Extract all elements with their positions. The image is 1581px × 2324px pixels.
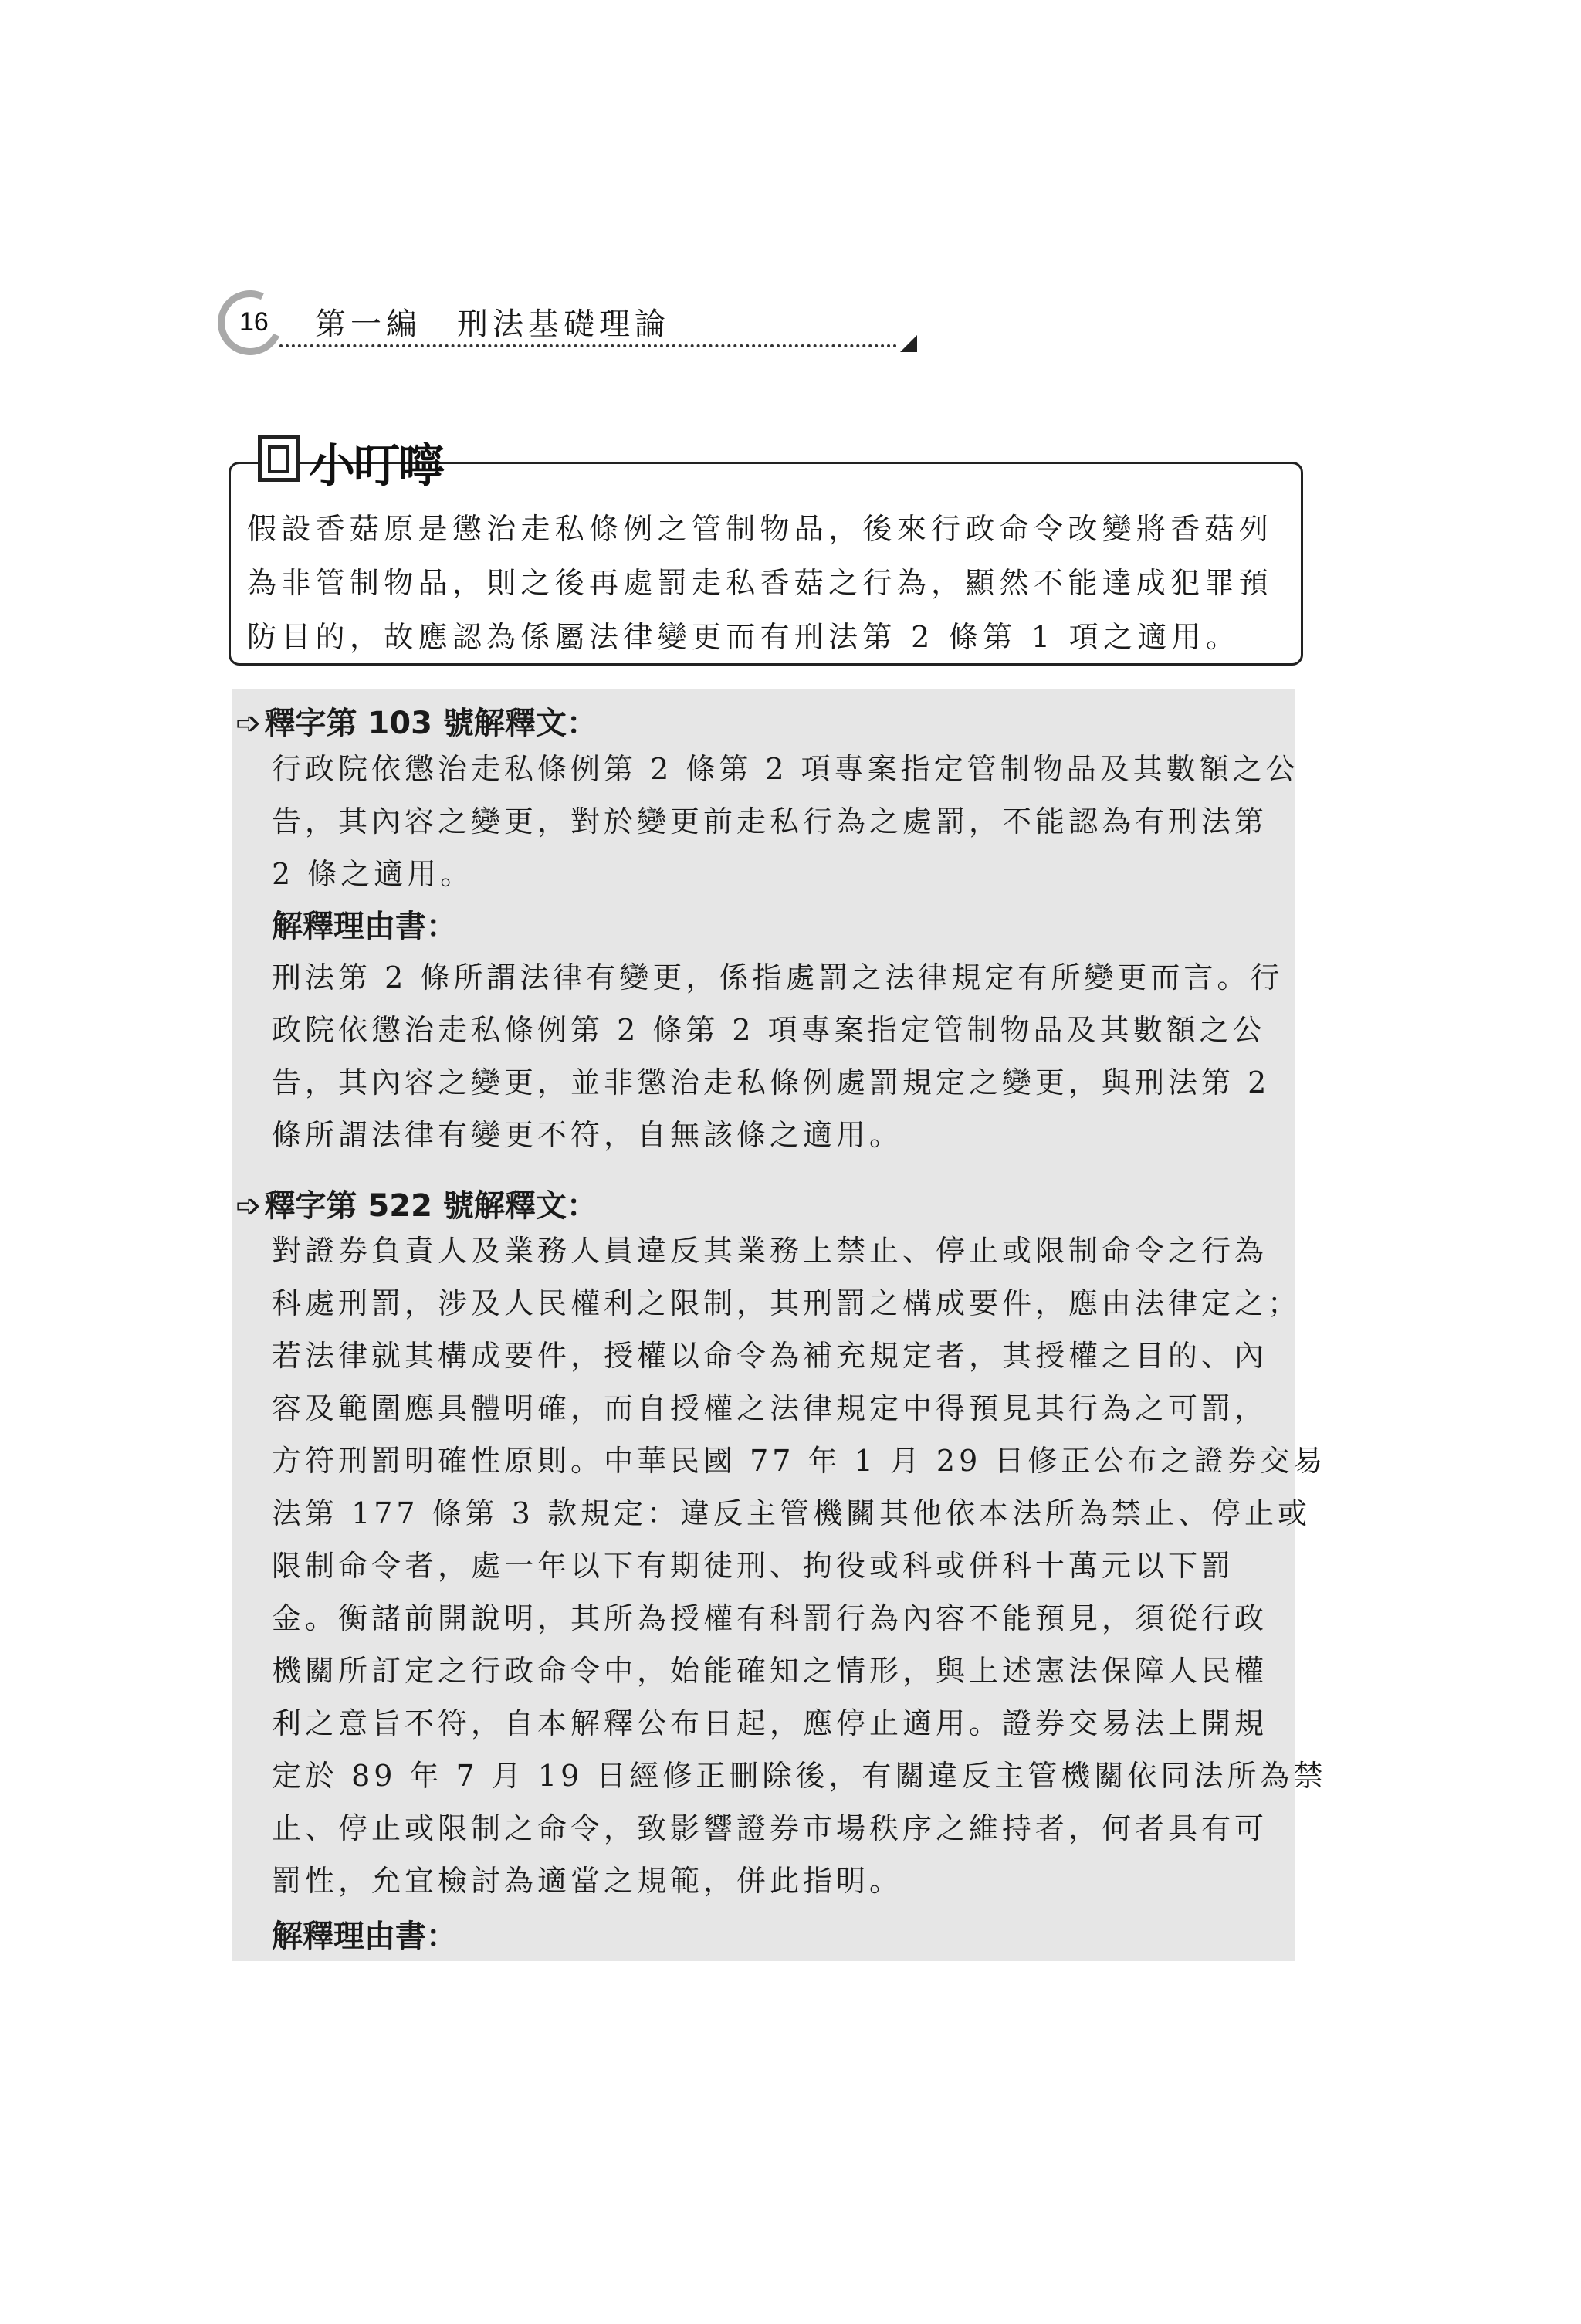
text-line: 罰性，允宜檢討為適當之規範，併此指明。 xyxy=(272,1864,903,1898)
text-line: 2 條之適用。 xyxy=(272,857,474,891)
text-line: 若法律就其構成要件，授權以命令為補充規定者，其授權之目的、內 xyxy=(272,1339,1268,1373)
text-line: 定於 89 年 7 月 19 日經修正刪除後，有關違反主管機關依同法所為禁 xyxy=(272,1759,1327,1793)
text-line: 方符刑罰明確性原則。中華民國 77 年 1 月 29 日修正公布之證券交易 xyxy=(272,1444,1327,1478)
reason-heading-103: 解釋理由書： xyxy=(272,909,457,944)
tip-line: 為非管制物品，則之後再處罰走私香菇之行為，顯然不能達成犯罪預 xyxy=(247,566,1274,600)
tip-text xyxy=(247,502,1289,664)
reason-heading-522: 解釋理由書： xyxy=(272,1919,457,1954)
note-icon xyxy=(258,435,300,482)
text-line: 告，其內容之變更，對於變更前走私行為之處罰，不能認為有刑法第 xyxy=(272,805,1268,838)
interpretation-text-103 xyxy=(272,743,1299,900)
section-heading-103 xyxy=(235,699,598,743)
tip-heading xyxy=(229,426,1302,493)
running-header xyxy=(218,278,712,363)
text-line: 條所謂法律有變更不符，自無該條之適用。 xyxy=(272,1118,903,1152)
section-heading-text: 釋字第 522 號解釋文： xyxy=(264,1188,598,1224)
interpretation-text-522 xyxy=(272,1225,1327,1907)
text-line: 金。衡諸前開說明，其所為授權有科罰行為內容不能預見，須從行政 xyxy=(272,1601,1268,1635)
text-line: 法第 177 條第 3 款規定：違反主管機關其他依本法所為禁止、停止或 xyxy=(272,1496,1312,1530)
text-line: 機關所訂定之行政命令中，始能確知之情形，與上述憲法保障人民權 xyxy=(272,1654,1268,1688)
header-dotted-rule xyxy=(279,344,897,347)
reason-text-103 xyxy=(272,951,1283,1161)
text-line: 止、停止或限制之命令，致影響證券市場秩序之維持者，何者具有可 xyxy=(272,1811,1268,1845)
text-line: 容及範圍應具體明確，而自授權之法律規定中得預見其行為之可罰， xyxy=(272,1391,1268,1425)
chapter-title: 第一編 刑法基礎理論 xyxy=(315,307,670,342)
text-line: 行政院依懲治走私條例第 2 條第 2 項專案指定管制物品及其數額之公 xyxy=(272,752,1299,786)
text-line: 利之意旨不符，自本解釋公布日起，應停止適用。證券交易法上開規 xyxy=(272,1706,1268,1740)
text-line: 對證券負責人及業務人員違反其業務上禁止、停止或限制命令之行為 xyxy=(272,1234,1268,1268)
tip-title: 小叮嚀 xyxy=(309,439,443,493)
text-line: 政院依懲治走私條例第 2 條第 2 項專案指定管制物品及其數額之公 xyxy=(272,1013,1266,1047)
section-heading-522 xyxy=(235,1181,598,1225)
header-corner-mark xyxy=(900,335,917,352)
section-heading-text: 釋字第 103 號解釋文： xyxy=(264,706,598,741)
page-number: 16 xyxy=(239,307,269,337)
arrow-icon: ➩ xyxy=(235,706,262,741)
arrow-icon: ➩ xyxy=(235,1188,262,1224)
text-line: 告，其內容之變更，並非懲治走私條例處罰規定之變更，與刑法第 2 xyxy=(272,1065,1271,1099)
tip-line: 假設香菇原是懲治走私條例之管制物品，後來行政命令改變將香菇列 xyxy=(247,512,1274,546)
text-line: 刑法第 2 條所謂法律有變更，係指處罰之法律規定有所變更而言。行 xyxy=(272,960,1284,994)
text-line: 科處刑罰，涉及人民權利之限制，其刑罰之構成要件，應由法律定之； xyxy=(272,1286,1302,1320)
tip-line: 防目的，故應認為係屬法律變更而有刑法第 2 條第 1 項之適用。 xyxy=(247,620,1241,654)
text-line: 限制命令者，處一年以下有期徒刑、拘役或科或併科十萬元以下罰 xyxy=(272,1549,1235,1583)
